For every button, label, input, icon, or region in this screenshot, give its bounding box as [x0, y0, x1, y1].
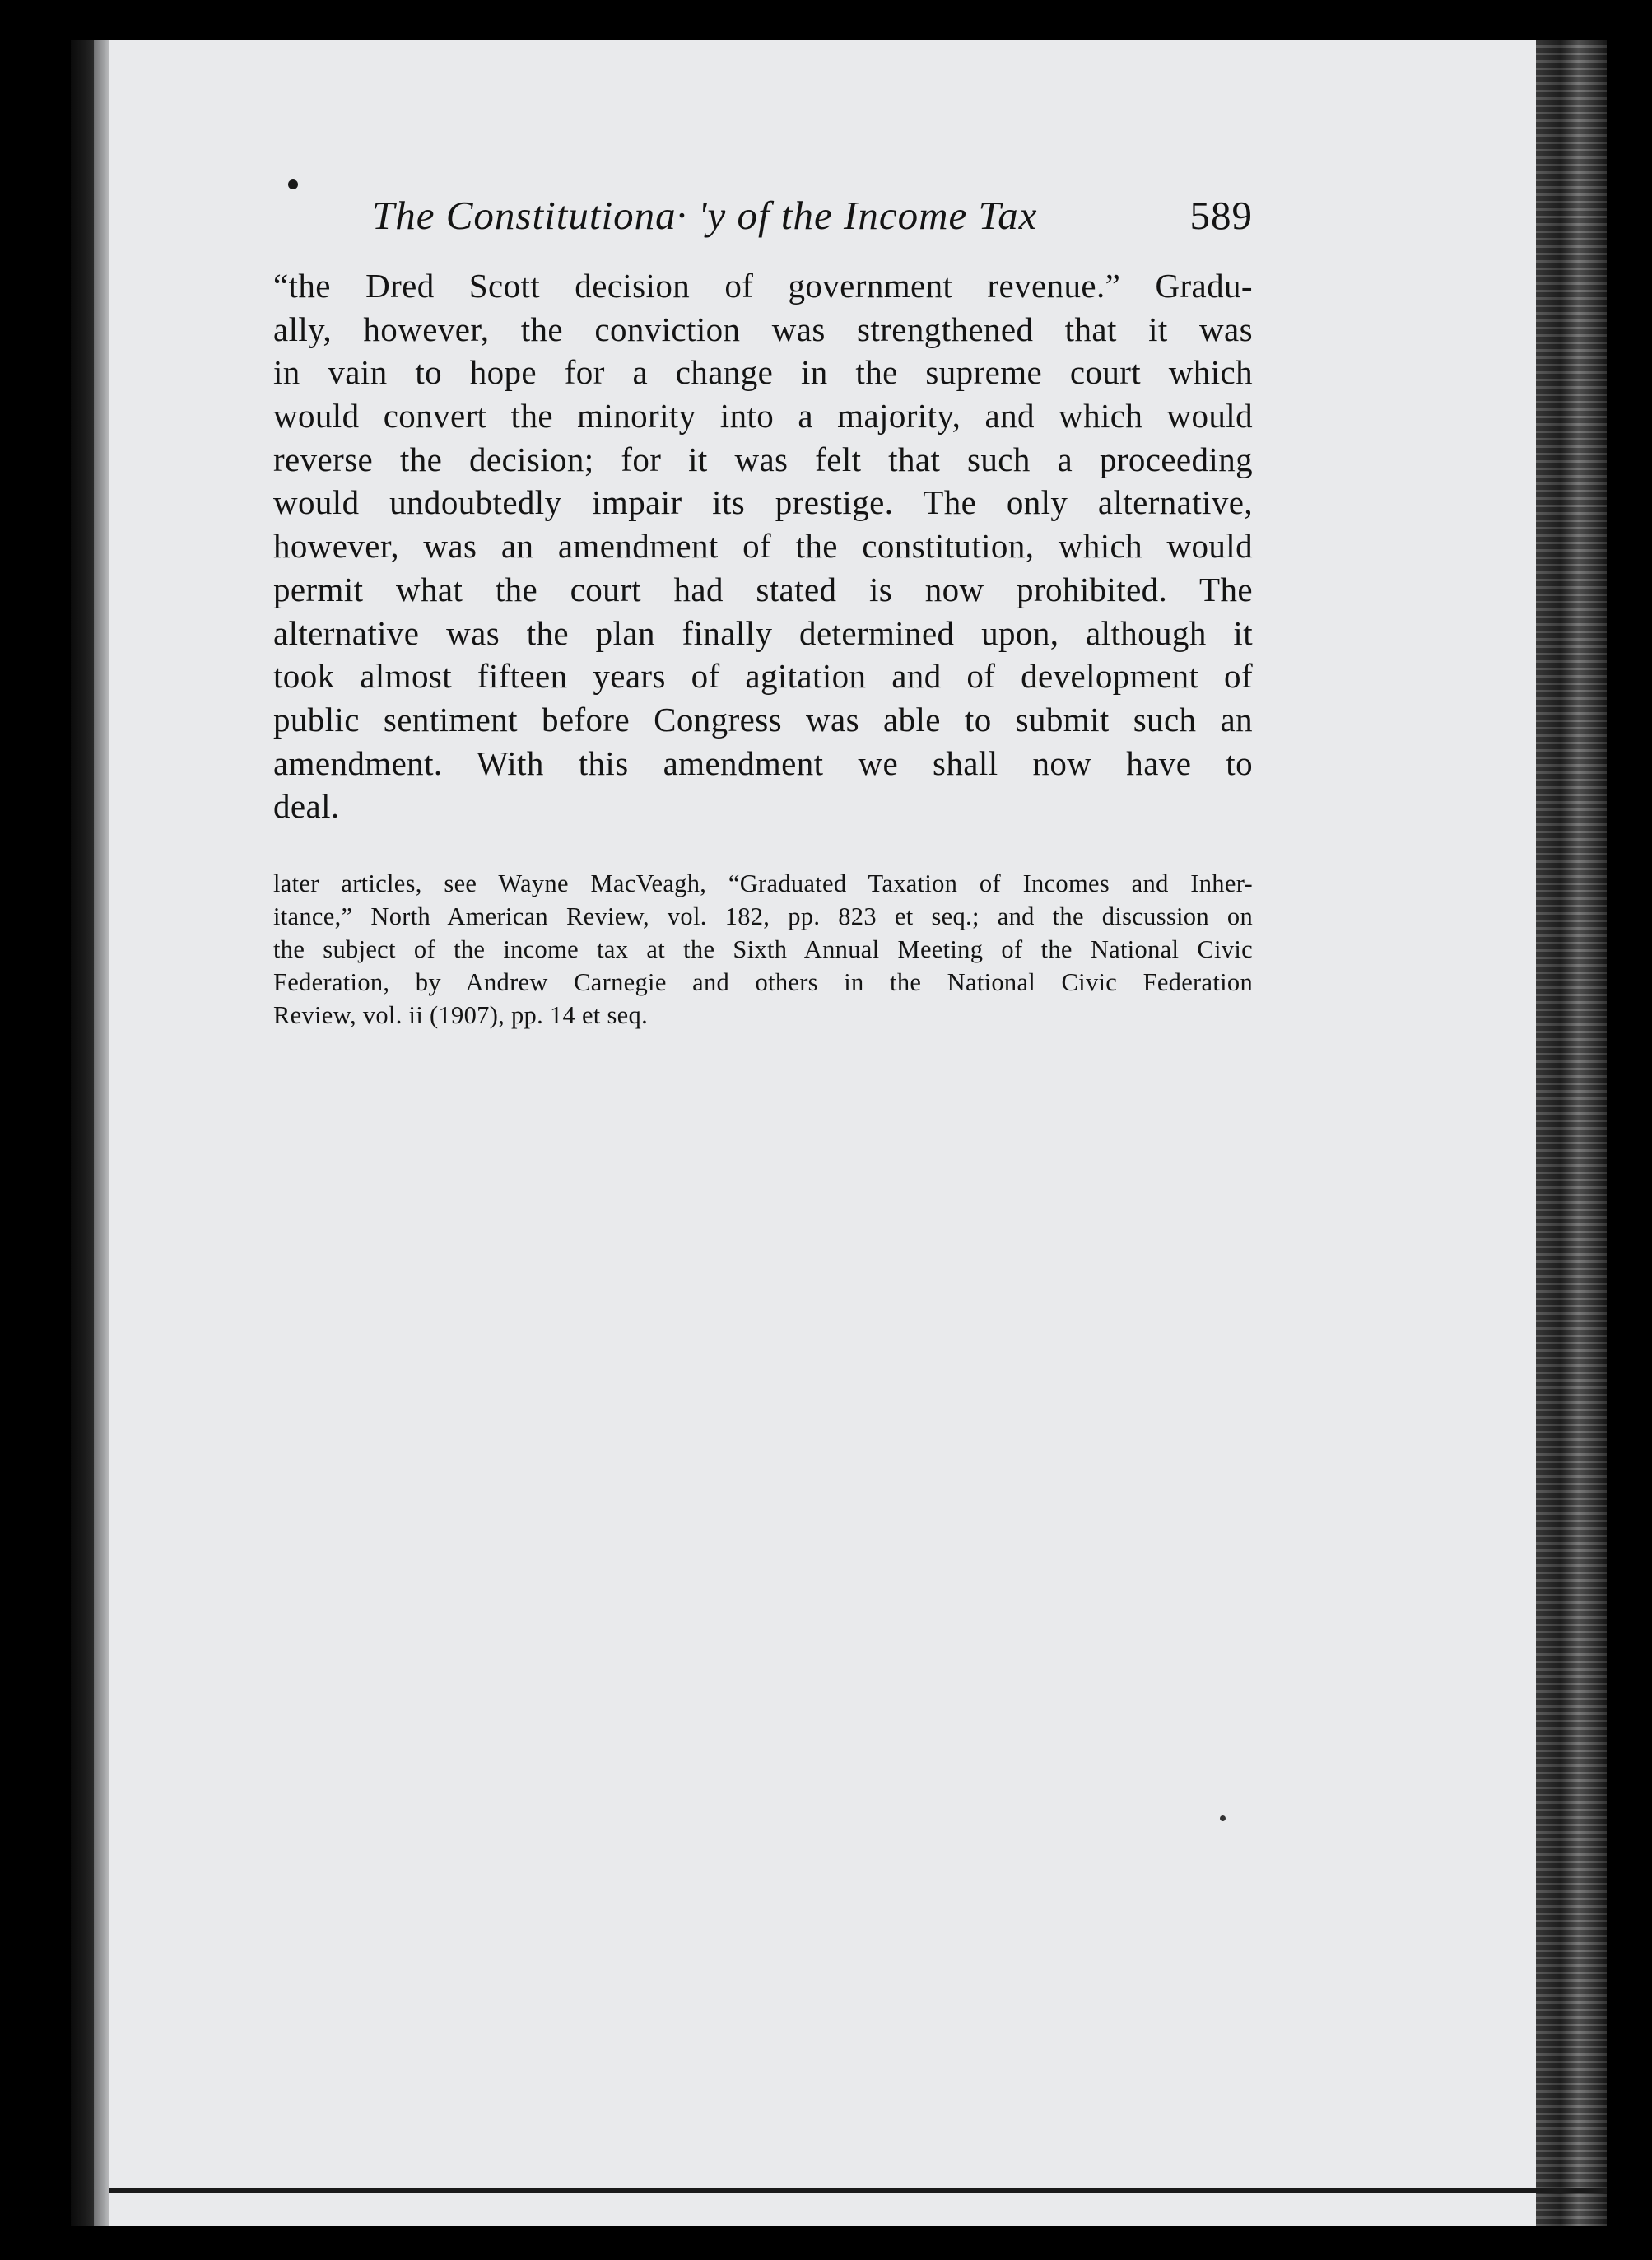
- footnote-line: itance,” North American Review, vol. 182, pp. 823 et seq.; and the discussion on: [273, 902, 1253, 930]
- page-stack-edge: [1536, 40, 1607, 2226]
- book-gutter: [71, 40, 94, 2226]
- body-line: public sentiment before Congress was able to submit such an: [273, 700, 1253, 739]
- body-line: in vain to hope for a change in the supreme court which: [273, 353, 1253, 392]
- body-line: however, was an amendment of the constitution, which would: [273, 527, 1253, 566]
- bottom-page-edge: [109, 2188, 1607, 2193]
- body-line: permit what the court had stated is now prohibited. The: [273, 570, 1253, 608]
- body-line: amendment. With this amendment we shall now have to: [273, 743, 1253, 782]
- footnote-line: later articles, see Wayne MacVeagh, “Graduated Taxation of Incomes and Inher-: [273, 869, 1253, 897]
- page-number: 589: [1189, 193, 1253, 238]
- ink-speck: [288, 179, 298, 189]
- body-line: took almost fifteen years of agitation and of development of: [273, 657, 1253, 696]
- running-head-title: The Constitutiona· 'y of the Income Tax: [372, 193, 1038, 238]
- ink-speck: [1220, 1815, 1226, 1821]
- body-text: [273, 264, 1253, 828]
- body-line: alternative was the plan finally determined upon, although it: [273, 613, 1253, 652]
- body-line: deal.: [273, 787, 340, 826]
- footnote: [273, 867, 1253, 1032]
- footnote-line: Federation, by Andrew Carnegie and others in the National Civic Federation: [273, 968, 1253, 996]
- body-line: would undoubtedly impair its prestige. The only alternative,: [273, 483, 1253, 522]
- body-line: “the Dred Scott decision of government revenue.” Gradu-: [273, 267, 1253, 305]
- footnote-line: Review, vol. ii (1907), pp. 14 et seq.: [273, 1001, 648, 1029]
- running-head: [372, 191, 1253, 240]
- body-line: ally, however, the conviction was strengthened that it was: [273, 310, 1253, 348]
- page-fold-shadow: [94, 40, 109, 2226]
- body-line: reverse the decision; for it was felt that such a proceeding: [273, 440, 1253, 478]
- body-line: would convert the minority into a majority, and which would: [273, 397, 1253, 436]
- footnote-line: the subject of the income tax at the Sixth Annual Meeting of the National Civic: [273, 935, 1253, 963]
